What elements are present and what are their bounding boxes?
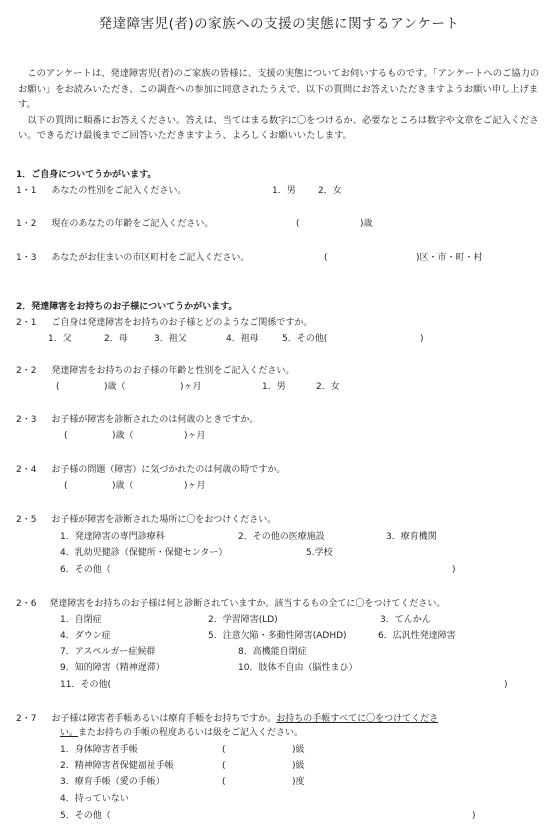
question-1-1 — [16, 185, 186, 197]
option-other[interactable]: 11．その他( — [60, 680, 111, 690]
grade-open-paren: ( — [222, 745, 226, 755]
option-adhd[interactable]: 5．注意欠陥・多動性障害(ADHD) — [208, 631, 347, 641]
question-2-6 — [16, 598, 445, 610]
option-grandfather[interactable]: 3．祖父 — [154, 334, 187, 344]
question-text: 発達障害をお持ちのお子様の年齢と性別をご記入ください。 — [51, 366, 295, 376]
age-open-paren: ( — [64, 431, 68, 441]
question-2-1 — [16, 317, 312, 329]
question-1-3 — [16, 252, 249, 264]
option-autism[interactable]: 1．自閉症 — [60, 615, 102, 625]
option-infant-checkup[interactable]: 4．乳幼児健診（保健所・保健センター） — [60, 548, 228, 558]
option-mother[interactable]: 2．母 — [104, 334, 128, 344]
option-ld[interactable]: 2．学習障害(LD) — [208, 615, 278, 625]
question-number: 2・5 — [16, 515, 37, 525]
option-other[interactable]: 6．その他（ — [60, 565, 111, 575]
option-school[interactable]: 5.学校 — [306, 548, 333, 558]
option-other-close: ) — [504, 680, 508, 690]
option-therapy-center[interactable]: 3．療育機関 — [386, 532, 437, 542]
option-other[interactable]: 5．その他（ — [60, 811, 111, 821]
question-2-7-line2 — [60, 727, 303, 739]
option-other[interactable]: 5．その他( — [282, 334, 328, 344]
question-text: ご自身は発達障害をお持ちのお子様とどのようなご関係ですか。 — [51, 318, 313, 328]
question-number: 2・3 — [16, 415, 37, 425]
question-2-7 — [16, 713, 438, 725]
section-2-heading: 2．発達障害をお持ちのお子様についてうかがいます。 — [16, 302, 238, 312]
option-intellectual-disability[interactable]: 9．知的障害（精神遅滞） — [60, 663, 165, 673]
option-ryoiku-handbook[interactable]: 3．療育手帳（愛の手帳） — [60, 777, 165, 787]
question-text: あなたの性別をご記入ください。 — [51, 186, 187, 196]
option-physical-disability-handbook[interactable]: 1．身体障害者手帳 — [60, 745, 138, 755]
city-open-paren: ( — [324, 253, 328, 263]
option-father[interactable]: 1．父 — [48, 334, 72, 344]
degree-field[interactable]: )度 — [292, 777, 305, 787]
age-years-field[interactable]: )歳（ — [104, 382, 126, 392]
question-number: 1・1 — [16, 186, 37, 196]
question-text: お子様は障害者手帳あるいは療育手帳をお持ちですか。 — [51, 714, 277, 724]
page-title: 発達障害児(者)の家族への支援の実態に関するアンケート — [98, 16, 460, 32]
option-other-close: ) — [420, 334, 424, 344]
option-female[interactable]: 2．女 — [316, 382, 340, 392]
option-other-close: ) — [452, 565, 456, 575]
intro-paragraph-2: 以下の質問に順番にお答えください。答えは、当てはまる数字に〇をつけるか、必要なところは数字や文章をご記入ください。できるだけ最後までご回答いただきますよう、よろしくお願いいたします。 — [18, 114, 539, 141]
option-male[interactable]: 1．男 — [262, 382, 286, 392]
option-male[interactable]: 1．男 — [272, 186, 296, 196]
option-down-syndrome[interactable]: 4．ダウン症 — [60, 631, 111, 641]
option-mental-health-handbook[interactable]: 2．精神障害者保健福祉手帳 — [60, 761, 174, 771]
grade-field[interactable]: )級 — [292, 761, 305, 771]
option-other-medical[interactable]: 2．その他の医療施設 — [238, 532, 325, 542]
question-number: 2・6 — [16, 599, 37, 609]
question-text: 現在のあなたの年齢をご記入ください。 — [51, 219, 214, 229]
question-text-underlined: お持ちの手帳すべてに〇をつけてくださ — [276, 714, 439, 724]
question-1-2 — [16, 218, 213, 230]
age-open-paren: ( — [296, 219, 300, 229]
age-months-field[interactable]: )ヶ月 — [184, 431, 206, 441]
intro-paragraph-1: このアンケートは、発達障害児(者)のご家族の皆様に、支援の実態についてお伺いするものです。「アンケートへのご協力のお願い」をお読みいただき、この調査への参加に同意されたうえで、以下の質問にお答えいただきますようお願い申し上げます。 — [18, 68, 540, 110]
question-number: 2・7 — [16, 714, 37, 724]
question-2-5 — [16, 514, 276, 526]
question-number: 2・2 — [16, 366, 37, 376]
option-pdd[interactable]: 6．広汎性発達障害 — [378, 631, 456, 641]
option-specialist-clinic[interactable]: 1．発達障害の専門診療科 — [60, 532, 165, 542]
question-number: 2・1 — [16, 318, 37, 328]
option-cerebral-palsy[interactable]: 10．肢体不自由（脳性まひ） — [238, 663, 358, 673]
question-number: 1・3 — [16, 253, 37, 263]
age-years-field[interactable]: )歳（ — [112, 481, 134, 491]
age-months-field[interactable]: )ヶ月 — [180, 382, 202, 392]
question-2-3 — [16, 414, 258, 426]
question-text-underlined: い。 — [60, 728, 79, 738]
option-grandmother[interactable]: 4．祖母 — [226, 334, 259, 344]
question-number: 1・2 — [16, 219, 37, 229]
question-number: 2・4 — [16, 465, 37, 475]
city-input-suffix[interactable]: )区・市・町・村 — [416, 253, 483, 263]
question-2-4 — [16, 464, 285, 476]
age-months-field[interactable]: )ヶ月 — [184, 481, 206, 491]
option-none[interactable]: 4．持っていない — [60, 794, 129, 804]
age-open-paren: ( — [64, 481, 68, 491]
question-text: 発達障害をお持ちのお子様は何と診断されていますか。該当するもの全てに〇をつけてください。 — [49, 599, 446, 609]
grade-field[interactable]: )級 — [292, 745, 305, 755]
question-text: またお持ちの手帳の程度あるいは級をご記入ください。 — [78, 728, 304, 738]
option-asperger[interactable]: 7．アスペルガー症候群 — [60, 647, 156, 657]
age-input-suffix[interactable]: )歳 — [360, 219, 373, 229]
question-text: お子様が障害を診断された場所に〇をおつけください。 — [51, 515, 277, 525]
option-hfa[interactable]: 8．高機能自閉症 — [238, 647, 307, 657]
grade-open-paren: ( — [222, 777, 226, 787]
question-text: あなたがお住まいの市区町村をご記入ください。 — [51, 253, 250, 263]
intro-text — [18, 66, 540, 144]
section-1-heading: 1．ご自身についてうかがいます。 — [16, 170, 157, 180]
question-text: お子様が障害を診断されたのは何歳のときですか。 — [51, 415, 259, 425]
option-other-close: ) — [472, 811, 476, 821]
option-epilepsy[interactable]: 3．てんかん — [380, 615, 431, 625]
question-2-2 — [16, 365, 294, 377]
age-open-paren: ( — [56, 382, 60, 392]
age-years-field[interactable]: )歳（ — [112, 431, 134, 441]
question-text: お子様の問題（障害）に気づかれたのは何歳の時ですか。 — [51, 465, 286, 475]
grade-open-paren: ( — [222, 761, 226, 771]
option-female[interactable]: 2．女 — [318, 186, 342, 196]
